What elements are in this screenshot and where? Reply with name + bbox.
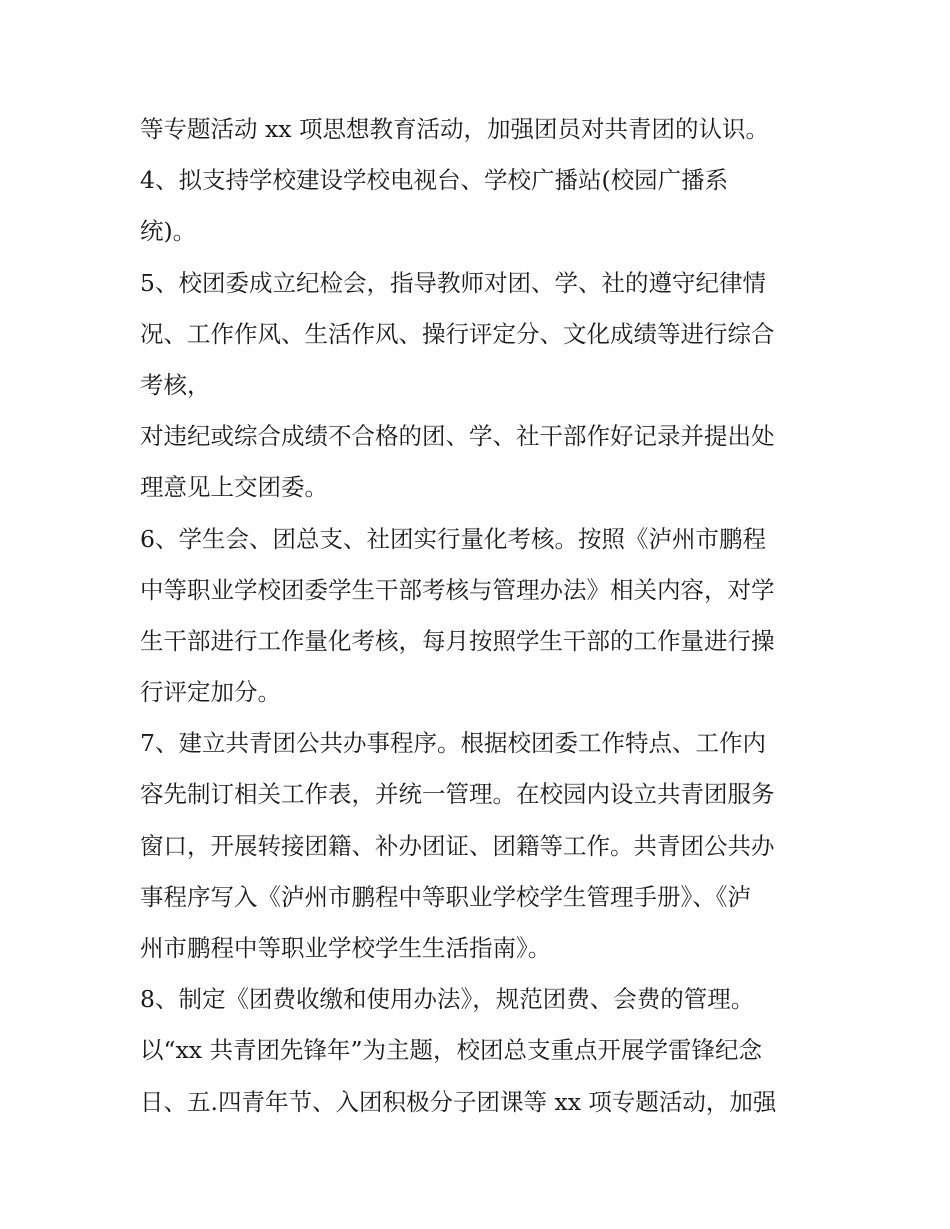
text-line: 8、制定《团费收缴和使用办法》，规范团费、会费的管理。 <box>140 985 755 1014</box>
text-line: 对违纪或综合成绩不合格的团、学、社干部作好记录并提出处 <box>140 422 775 451</box>
text-line: 况、工作作风、生活作风、操行评定分、文化成绩等进行综合 <box>140 319 775 348</box>
text-line: 考核， <box>140 370 211 399</box>
text-line: 州市鹏程中等职业学校学生生活指南》。 <box>140 934 552 962</box>
text-line: 窗口，开展转接团籍、补办团证、团籍等工作。共青团公共办 <box>140 831 775 860</box>
text-line: 以“xx 共青团先锋年”为主题，校团总支重点开展学雷锋纪念 <box>140 1036 763 1065</box>
text-line: 6、学生会、团总支、社团实行量化考核。按照《泸州市鹏程 <box>140 524 766 553</box>
text-line: 日、五.四青年节、入团积极分子团课等 xx 项专题活动，加强 <box>140 1087 777 1116</box>
text-line: 容先制订相关工作表，并统一管理。在校园内设立共青团服务 <box>140 780 775 809</box>
text-line: 7、建立共青团公共办事程序。根据校团委工作特点、工作内 <box>140 729 766 758</box>
text-line: 中等职业学校团委学生干部考核与管理办法》相关内容，对学 <box>140 575 775 604</box>
text-line: 生干部进行工作量化考核，每月按照学生干部的工作量进行操 <box>140 626 775 655</box>
text-line: 5、校团委成立纪检会，指导教师对团、学、社的遵守纪律情 <box>140 268 766 297</box>
text-line: 事程序写入《泸州市鹏程中等职业学校学生管理手册》、《泸 <box>140 882 751 911</box>
text-line: 等专题活动 xx 项思想教育活动，加强团员对共青团的认识。 <box>140 115 769 143</box>
text-line: 行评定加分。 <box>140 678 281 707</box>
text-line: 统)。 <box>140 217 197 246</box>
document-body <box>140 104 820 1128</box>
text-line: 4、拟支持学校建设学校电视台、学校广播站(校园广播系 <box>140 166 729 195</box>
text-line: 理意见上交团委。 <box>140 473 328 502</box>
